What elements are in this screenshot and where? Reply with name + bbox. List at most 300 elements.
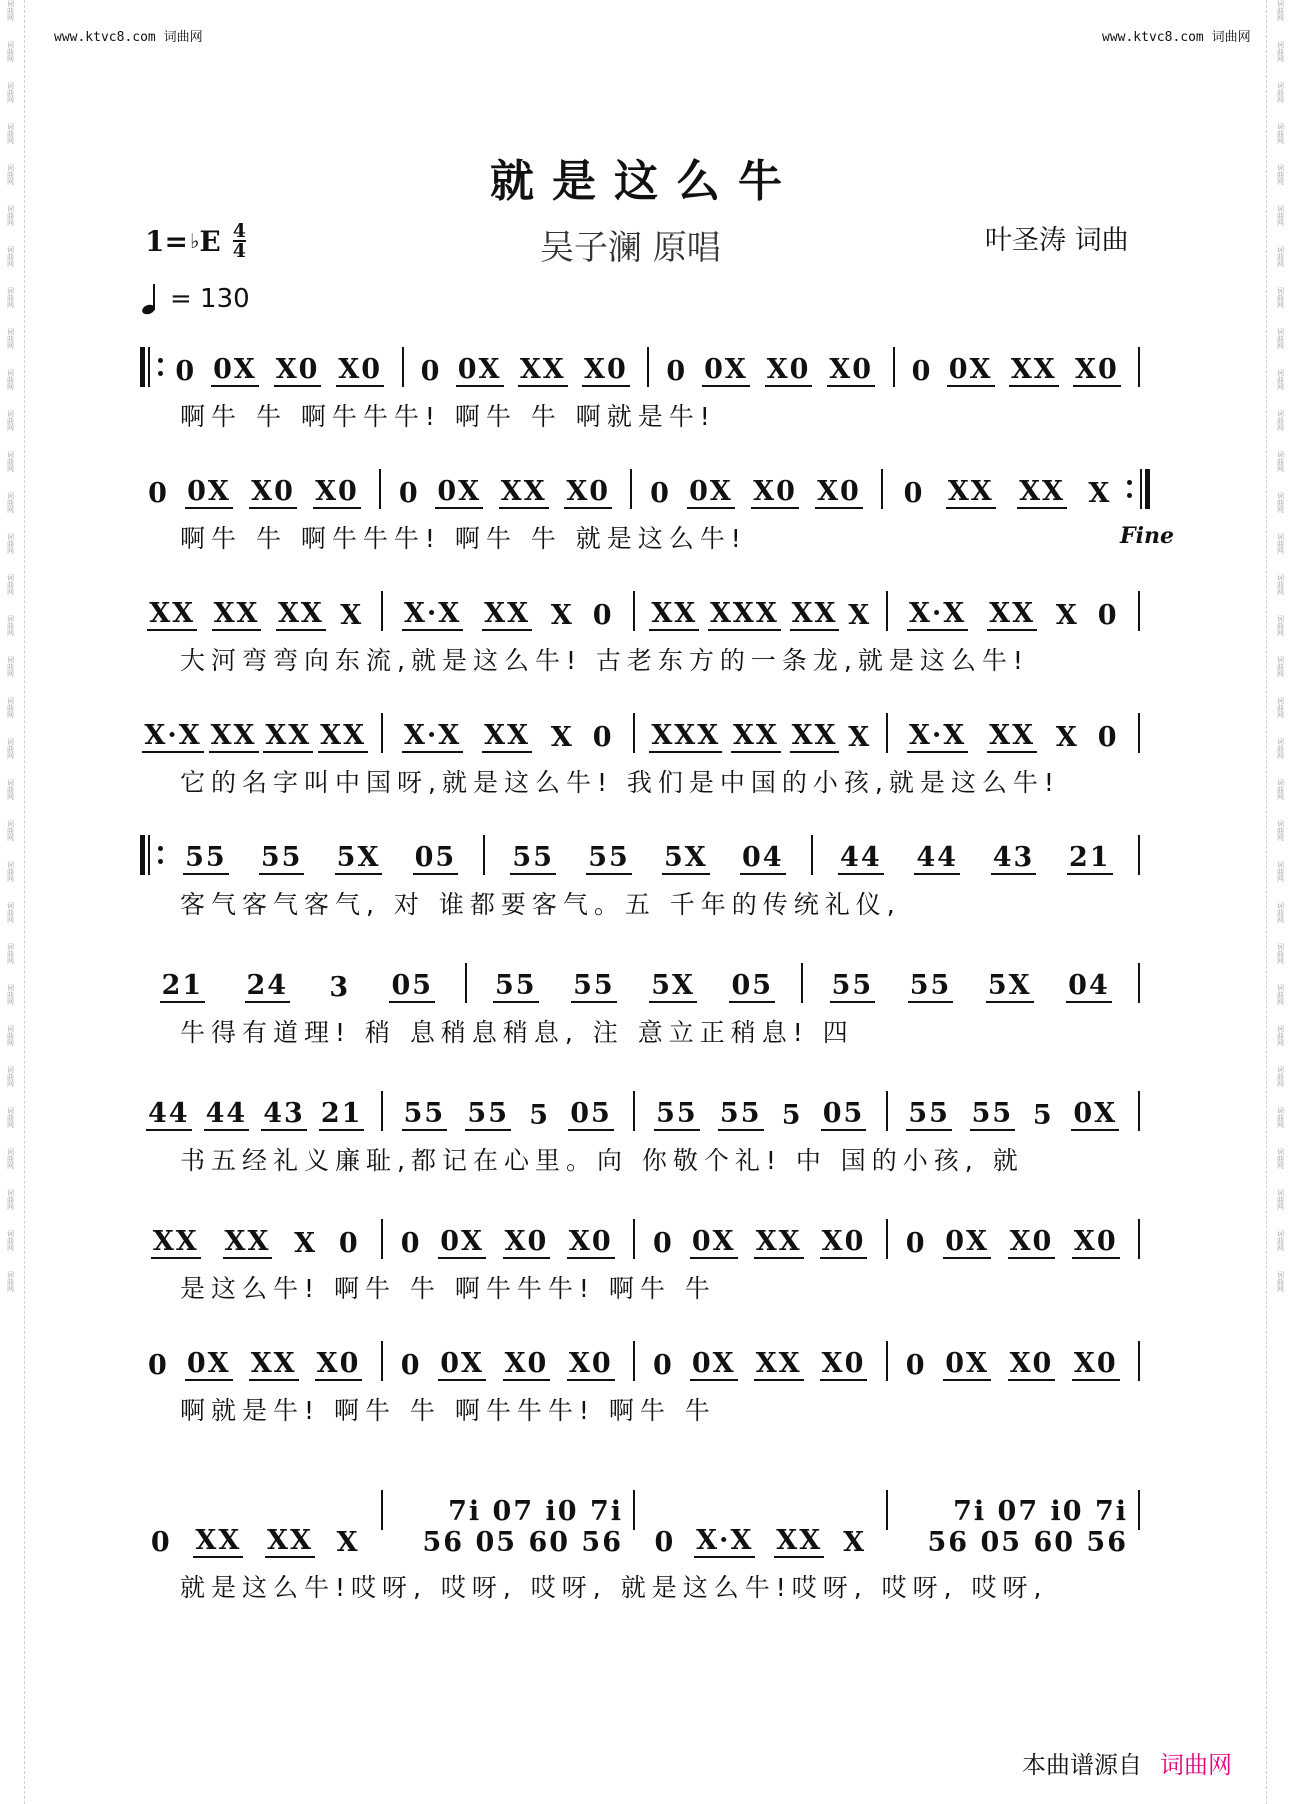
edge-watermark-text: 词曲网 bbox=[6, 369, 15, 390]
repeat-end-sign bbox=[1122, 467, 1150, 511]
note-group: 0X bbox=[945, 1226, 989, 1257]
key-prefix: 1= bbox=[145, 224, 188, 258]
note-group: XX bbox=[267, 1525, 313, 1556]
note-group: 55 bbox=[719, 1098, 762, 1129]
measure bbox=[140, 1525, 371, 1560]
bar-line bbox=[402, 347, 404, 387]
bar-line bbox=[1138, 1341, 1140, 1381]
bar-line bbox=[633, 1490, 635, 1530]
left-edge-watermark bbox=[2, 0, 18, 1804]
edge-watermark-text: 词曲网 bbox=[1276, 779, 1285, 800]
note-group: 0 bbox=[903, 478, 925, 509]
edge-watermark-text: 词曲网 bbox=[6, 820, 15, 841]
bar-line bbox=[633, 591, 635, 631]
composer: 叶圣涛 词曲 bbox=[985, 225, 1129, 256]
edge-watermark-text: 词曲网 bbox=[6, 1066, 15, 1087]
edge-watermark-text: 词曲网 bbox=[1276, 1230, 1285, 1251]
bar-line bbox=[633, 1091, 635, 1131]
bar-line bbox=[886, 1341, 888, 1381]
note-group: 05 bbox=[414, 842, 457, 873]
notes-row bbox=[140, 711, 1150, 755]
edge-watermark-text: 词曲网 bbox=[6, 123, 15, 144]
notes-row bbox=[140, 345, 1150, 389]
lyrics-line: 啊就是牛! 啊牛 牛 啊牛牛牛! 啊牛 牛 bbox=[180, 1396, 716, 1425]
bar-line bbox=[886, 1490, 888, 1530]
edge-watermark-text: 词曲网 bbox=[6, 82, 15, 103]
edge-watermark-text: 词曲网 bbox=[1276, 492, 1285, 513]
measure bbox=[391, 476, 620, 511]
measure bbox=[140, 1098, 371, 1133]
note-group: XX bbox=[791, 598, 838, 629]
note-group: 0 bbox=[1097, 600, 1119, 631]
note-group: 0 bbox=[175, 356, 197, 387]
note-group: 55 bbox=[403, 1098, 446, 1129]
quarter-note-icon bbox=[140, 282, 164, 316]
note-group: 0 bbox=[338, 1228, 360, 1259]
note-group: X0 bbox=[753, 476, 797, 507]
bar-line bbox=[801, 963, 803, 1003]
edge-watermark-text: 词曲网 bbox=[6, 902, 15, 923]
measure bbox=[393, 720, 624, 755]
lyrics-line: 就是这么牛!哎呀, 哎呀, 哎呀, 就是这么牛!哎呀, 哎呀, 哎呀, bbox=[180, 1573, 1048, 1602]
note-group: 0 bbox=[420, 356, 442, 387]
edge-watermark-text: 词曲网 bbox=[6, 492, 15, 513]
note-group: 43 bbox=[992, 842, 1035, 873]
measure bbox=[168, 842, 473, 877]
edge-watermark-text: 词曲网 bbox=[6, 1148, 15, 1169]
note-group: 55 bbox=[260, 842, 303, 873]
note-group: X0 bbox=[338, 354, 383, 385]
bar-line bbox=[1138, 591, 1140, 631]
note-group: X·X bbox=[403, 720, 462, 751]
key-letter: E bbox=[199, 224, 221, 258]
note-group: 55 bbox=[831, 970, 874, 1001]
note-group: X·X bbox=[696, 1525, 754, 1556]
score-line bbox=[140, 1089, 1150, 1175]
note-group: 0 bbox=[400, 1350, 422, 1381]
bar-line bbox=[886, 1219, 888, 1259]
note-group: 0X bbox=[440, 1348, 484, 1379]
note-group: X0 bbox=[1073, 1348, 1118, 1379]
note-group: X bbox=[340, 600, 364, 631]
score-line bbox=[140, 589, 1150, 675]
notes-row bbox=[140, 1339, 1150, 1383]
note-group: X·X bbox=[144, 720, 202, 751]
note-group: 0X bbox=[440, 1226, 484, 1257]
note-group: XX bbox=[947, 476, 994, 507]
upper-voice: 7i 07 i0 7i bbox=[953, 1496, 1128, 1527]
measure bbox=[893, 476, 1122, 511]
note-group: 05 bbox=[391, 970, 434, 1001]
edge-watermark-text: 词曲网 bbox=[1276, 943, 1285, 964]
tempo-value: = 130 bbox=[170, 284, 250, 314]
edge-watermark-text: 词曲网 bbox=[6, 697, 15, 718]
note-group: X bbox=[550, 600, 574, 631]
edge-watermark-text: 词曲网 bbox=[6, 164, 15, 185]
note-group: X·X bbox=[403, 598, 462, 629]
fine-mark: Fine bbox=[1120, 523, 1174, 549]
note-group: 05 bbox=[731, 970, 774, 1001]
edge-watermark-text: 词曲网 bbox=[1276, 1066, 1285, 1087]
edge-watermark-text: 词曲网 bbox=[1276, 410, 1285, 431]
note-group: 5 bbox=[529, 1100, 551, 1131]
note-group: 55 bbox=[494, 970, 537, 1001]
note-group: X bbox=[848, 600, 872, 631]
notes-row bbox=[140, 1089, 1150, 1133]
bar-line bbox=[1138, 963, 1140, 1003]
note-group: X0 bbox=[1073, 1226, 1118, 1257]
note-group: 0 bbox=[398, 478, 420, 509]
note-group: 0 bbox=[148, 1350, 169, 1381]
edge-watermark-text: 词曲网 bbox=[1276, 41, 1285, 62]
time-signature bbox=[233, 222, 246, 260]
score-line bbox=[140, 467, 1174, 553]
bar-line bbox=[1138, 1219, 1140, 1259]
note-group: XX bbox=[213, 598, 260, 629]
upper-voice: 7i 07 i0 7i bbox=[448, 1496, 623, 1527]
measure bbox=[813, 970, 1128, 1005]
lyrics-line: 大河弯弯向东流,就是这么牛! 古老东方的一条龙,就是这么牛! bbox=[180, 646, 1029, 675]
note-group: 44 bbox=[148, 1098, 190, 1129]
measure bbox=[898, 1348, 1129, 1383]
note-group: X0 bbox=[251, 476, 295, 507]
measure bbox=[645, 1226, 876, 1261]
measure bbox=[168, 354, 392, 389]
note-group: X0 bbox=[1009, 1226, 1054, 1257]
edge-watermark-text: 词曲网 bbox=[1276, 861, 1285, 882]
lower-voice: 56 05 60 56 bbox=[927, 1527, 1128, 1558]
edge-watermark-text: 词曲网 bbox=[6, 656, 15, 677]
footer-source bbox=[1022, 1745, 1232, 1780]
edge-watermark-text: 词曲网 bbox=[1276, 533, 1285, 554]
note-group: 0 bbox=[1097, 722, 1119, 753]
bar-line bbox=[1138, 835, 1140, 875]
bar-line bbox=[381, 1219, 383, 1259]
note-group: 0 bbox=[400, 1228, 422, 1259]
flat-sign: ♭ bbox=[189, 229, 200, 253]
edge-watermark-text: 词曲网 bbox=[1276, 902, 1285, 923]
notes-row bbox=[140, 467, 1150, 511]
note-group: 55 bbox=[467, 1098, 509, 1129]
note-group: X0 bbox=[821, 1348, 866, 1379]
measure bbox=[645, 720, 876, 755]
bar-line bbox=[893, 347, 895, 387]
score-line bbox=[140, 1217, 1150, 1303]
measure bbox=[393, 1348, 624, 1383]
score-line bbox=[140, 961, 1150, 1047]
note-group: 04 bbox=[1068, 970, 1110, 1001]
note-group: XX bbox=[484, 598, 531, 629]
notes-row bbox=[140, 1217, 1150, 1261]
bar-line bbox=[886, 713, 888, 753]
left-edge-line bbox=[24, 0, 25, 1804]
bar-line bbox=[633, 1219, 635, 1259]
note-group: XX bbox=[210, 720, 257, 751]
key-signature bbox=[145, 222, 246, 260]
time-signature-bottom: 4 bbox=[232, 240, 246, 262]
note-group: XX bbox=[755, 1348, 802, 1379]
edge-watermark-text: 词曲网 bbox=[1276, 1271, 1285, 1292]
edge-watermark-text: 词曲网 bbox=[1276, 82, 1285, 103]
note-group: 0 bbox=[592, 722, 614, 753]
watermark-top-left: www.ktvc8.com 词曲网 bbox=[54, 30, 203, 45]
note-group: 55 bbox=[185, 842, 227, 873]
edge-watermark-text: 词曲网 bbox=[6, 0, 15, 21]
measure bbox=[898, 1098, 1129, 1133]
measure bbox=[414, 354, 638, 389]
note-group: 5X bbox=[663, 842, 708, 873]
edge-watermark-text: 词曲网 bbox=[6, 1107, 15, 1128]
edge-watermark-text: 词曲网 bbox=[6, 615, 15, 636]
notes-row bbox=[140, 833, 1150, 877]
note-group: XX bbox=[484, 720, 531, 751]
bar-line bbox=[1138, 1490, 1140, 1530]
note-group: 0 bbox=[654, 1527, 676, 1558]
edge-watermark-text: 词曲网 bbox=[1276, 1025, 1285, 1046]
measure bbox=[659, 354, 883, 389]
note-group: X0 bbox=[504, 1226, 549, 1257]
note-group: 0 bbox=[653, 1228, 674, 1259]
note-group: 0 bbox=[650, 478, 671, 509]
note-group: 44 bbox=[840, 842, 882, 873]
note-group: X bbox=[550, 722, 574, 753]
notes-row bbox=[140, 1460, 1150, 1560]
note-group: X0 bbox=[829, 354, 874, 385]
bar-line bbox=[1138, 713, 1140, 753]
note-group: X0 bbox=[275, 354, 320, 385]
lyrics-line: 啊牛 牛 啊牛牛牛! 啊牛 牛 就是这么牛! bbox=[180, 524, 747, 553]
note-group: 0X bbox=[187, 476, 231, 507]
edge-watermark-text: 词曲网 bbox=[1276, 615, 1285, 636]
measure bbox=[823, 842, 1128, 877]
note-group: X bbox=[1055, 722, 1079, 753]
edge-watermark-text: 词曲网 bbox=[6, 574, 15, 595]
note-group: 44 bbox=[916, 842, 958, 873]
note-group: 0X bbox=[704, 354, 748, 385]
edge-watermark-text: 词曲网 bbox=[6, 451, 15, 472]
edge-watermark-text: 词曲网 bbox=[6, 1189, 15, 1210]
note-group: 0 bbox=[905, 1350, 927, 1381]
note-group: 5X bbox=[651, 970, 695, 1001]
note-group: XX bbox=[519, 354, 566, 385]
note-group: 0 bbox=[148, 478, 169, 509]
note-group: 0X bbox=[948, 354, 993, 385]
note-group: X bbox=[336, 1527, 360, 1558]
note-group: XX bbox=[776, 1525, 823, 1556]
note-group: X0 bbox=[568, 1226, 613, 1257]
score-line bbox=[140, 1339, 1150, 1425]
note-group: XX bbox=[152, 1226, 199, 1257]
edge-watermark-text: 词曲网 bbox=[6, 1230, 15, 1251]
note-group: 44 bbox=[205, 1098, 248, 1129]
measure bbox=[898, 720, 1129, 755]
note-group: XX bbox=[1010, 354, 1057, 385]
measure bbox=[477, 970, 792, 1005]
bar-line bbox=[633, 1341, 635, 1381]
bar-line bbox=[381, 713, 383, 753]
edge-watermark-text: 词曲网 bbox=[6, 41, 15, 62]
bar-line bbox=[1138, 1091, 1140, 1131]
note-group: XX bbox=[195, 1525, 242, 1556]
lyrics-line: 书五经礼义廉耻,都记在心里。向 你敬个礼! 中 国的小孩, 就 bbox=[180, 1146, 1024, 1175]
note-group: 21 bbox=[161, 970, 204, 1001]
note-group: XXX bbox=[651, 720, 721, 751]
note-group: X0 bbox=[766, 354, 811, 385]
note-group: XXX bbox=[709, 598, 779, 629]
edge-watermark-text: 词曲网 bbox=[1276, 451, 1285, 472]
lyrics-line: 牛得有道理! 稍 息稍息稍息, 注 意立正稍息! 四 bbox=[180, 1018, 854, 1047]
note-group: 0X bbox=[689, 476, 733, 507]
note-group: X0 bbox=[316, 1348, 361, 1379]
note-group: X0 bbox=[817, 476, 861, 507]
edge-watermark-text: 词曲网 bbox=[1276, 984, 1285, 1005]
note-group: 0X bbox=[1073, 1098, 1118, 1129]
footer-site-link[interactable]: 词曲网 bbox=[1160, 1751, 1232, 1779]
edge-watermark-text: 词曲网 bbox=[1276, 164, 1285, 185]
note-group: XX bbox=[277, 598, 324, 629]
time-signature-top: 4 bbox=[232, 220, 246, 242]
bar-line bbox=[1138, 347, 1140, 387]
right-edge-line bbox=[1266, 0, 1267, 1804]
edge-watermark-text: 词曲网 bbox=[6, 738, 15, 759]
edge-watermark-text: 词曲网 bbox=[6, 287, 15, 308]
lyrics-line: 啊牛 牛 啊牛牛牛! 啊牛 牛 啊就是牛! bbox=[180, 402, 716, 431]
note-group: X·X bbox=[908, 720, 967, 751]
edge-watermark-text: 词曲网 bbox=[6, 533, 15, 554]
note-group: 43 bbox=[263, 1098, 305, 1129]
bar-line bbox=[633, 713, 635, 753]
note-group: 0 bbox=[592, 600, 614, 631]
edge-watermark-text: 词曲网 bbox=[6, 943, 15, 964]
note-group: XX bbox=[989, 598, 1036, 629]
bar-line bbox=[881, 469, 883, 509]
note-group: XX bbox=[989, 720, 1036, 751]
note-group: X bbox=[843, 1527, 867, 1558]
score-line bbox=[140, 345, 1150, 431]
edge-watermark-text: 词曲网 bbox=[1276, 1107, 1285, 1128]
bar-line bbox=[483, 835, 485, 875]
bar-line bbox=[630, 469, 632, 509]
note-group: XX bbox=[149, 598, 196, 629]
measure bbox=[898, 598, 1129, 633]
note-group: 55 bbox=[512, 842, 554, 873]
note-group: 0X bbox=[186, 1348, 231, 1379]
measure bbox=[645, 1098, 876, 1133]
bar-line bbox=[379, 469, 381, 509]
edge-watermark-text: 词曲网 bbox=[1276, 574, 1285, 595]
note-group: X0 bbox=[584, 354, 628, 385]
edge-watermark-text: 词曲网 bbox=[6, 861, 15, 882]
measure bbox=[495, 842, 800, 877]
note-group: 0X bbox=[213, 354, 257, 385]
note-group: 0X bbox=[945, 1348, 989, 1379]
measure bbox=[645, 1525, 876, 1560]
measure bbox=[140, 598, 371, 633]
note-group: X0 bbox=[566, 476, 611, 507]
edge-watermark-text: 词曲网 bbox=[1276, 123, 1285, 144]
score-line bbox=[140, 711, 1150, 797]
edge-watermark-text: 词曲网 bbox=[6, 410, 15, 431]
bar-line bbox=[647, 347, 649, 387]
edge-watermark-text: 词曲网 bbox=[1276, 205, 1285, 226]
notes-row bbox=[140, 589, 1150, 633]
bar-line bbox=[465, 963, 467, 1003]
edge-watermark-text: 词曲网 bbox=[6, 246, 15, 267]
measure bbox=[393, 1226, 624, 1261]
note-group: XX bbox=[224, 1226, 271, 1257]
measure bbox=[140, 720, 371, 755]
repeat-start-sign bbox=[140, 345, 168, 389]
performer: 吴子澜 原唱 bbox=[540, 228, 721, 268]
note-group: 55 bbox=[908, 1098, 950, 1129]
note-group: 0 bbox=[666, 356, 688, 387]
note-group: 04 bbox=[741, 842, 784, 873]
measure bbox=[393, 598, 624, 633]
edge-watermark-text: 词曲网 bbox=[1276, 1189, 1285, 1210]
note-group: 5X bbox=[336, 842, 381, 873]
measure bbox=[645, 1348, 876, 1383]
note-group: X bbox=[1088, 478, 1112, 509]
bar-line bbox=[381, 1341, 383, 1381]
measure bbox=[642, 476, 871, 511]
edge-watermark-text: 词曲网 bbox=[6, 1025, 15, 1046]
note-group: 21 bbox=[320, 1098, 363, 1129]
measure bbox=[898, 1226, 1129, 1261]
edge-watermark-text: 词曲网 bbox=[1276, 369, 1285, 390]
measure bbox=[140, 970, 455, 1005]
edge-watermark-text: 词曲网 bbox=[1276, 0, 1285, 21]
note-group: 3 bbox=[329, 972, 351, 1003]
tempo-marking bbox=[140, 282, 250, 316]
note-group: 05 bbox=[570, 1098, 612, 1129]
note-group: X0 bbox=[315, 476, 359, 507]
note-group: X bbox=[848, 722, 872, 753]
note-group: 0 bbox=[911, 356, 933, 387]
note-group: XX bbox=[755, 1226, 802, 1257]
note-group: XX bbox=[500, 476, 547, 507]
note-group: 0 bbox=[653, 1350, 674, 1381]
note-group: 0X bbox=[457, 354, 502, 385]
note-group: X0 bbox=[821, 1226, 866, 1257]
note-group: X0 bbox=[1075, 354, 1119, 385]
stacked-measure bbox=[898, 1496, 1129, 1560]
edge-watermark-text: 词曲网 bbox=[1276, 656, 1285, 677]
bar-line bbox=[886, 591, 888, 631]
note-group: 5 bbox=[781, 1100, 803, 1131]
notes-row bbox=[140, 961, 1150, 1005]
note-group: XX bbox=[265, 720, 312, 751]
lyrics-line: 是这么牛! 啊牛 牛 啊牛牛牛! 啊牛 牛 bbox=[180, 1274, 716, 1303]
note-group: XX bbox=[651, 598, 698, 629]
song-title: 就是这么牛 bbox=[490, 156, 800, 207]
note-group: 0X bbox=[691, 1226, 736, 1257]
bar-line bbox=[886, 1091, 888, 1131]
note-group: 55 bbox=[909, 970, 952, 1001]
measure bbox=[645, 598, 876, 633]
watermark-top-right: www.ktvc8.com 词曲网 bbox=[1102, 30, 1251, 45]
note-group: XX bbox=[732, 720, 779, 751]
note-group: XX bbox=[250, 1348, 297, 1379]
score-line bbox=[140, 833, 1150, 919]
edge-watermark-text: 词曲网 bbox=[6, 205, 15, 226]
edge-watermark-text: 词曲网 bbox=[6, 1271, 15, 1292]
repeat-start-sign bbox=[140, 833, 168, 877]
note-group: XX bbox=[791, 720, 838, 751]
measure bbox=[140, 1226, 371, 1261]
note-group: 05 bbox=[822, 1098, 865, 1129]
note-group: 0 bbox=[150, 1527, 172, 1558]
bar-line bbox=[811, 835, 813, 875]
